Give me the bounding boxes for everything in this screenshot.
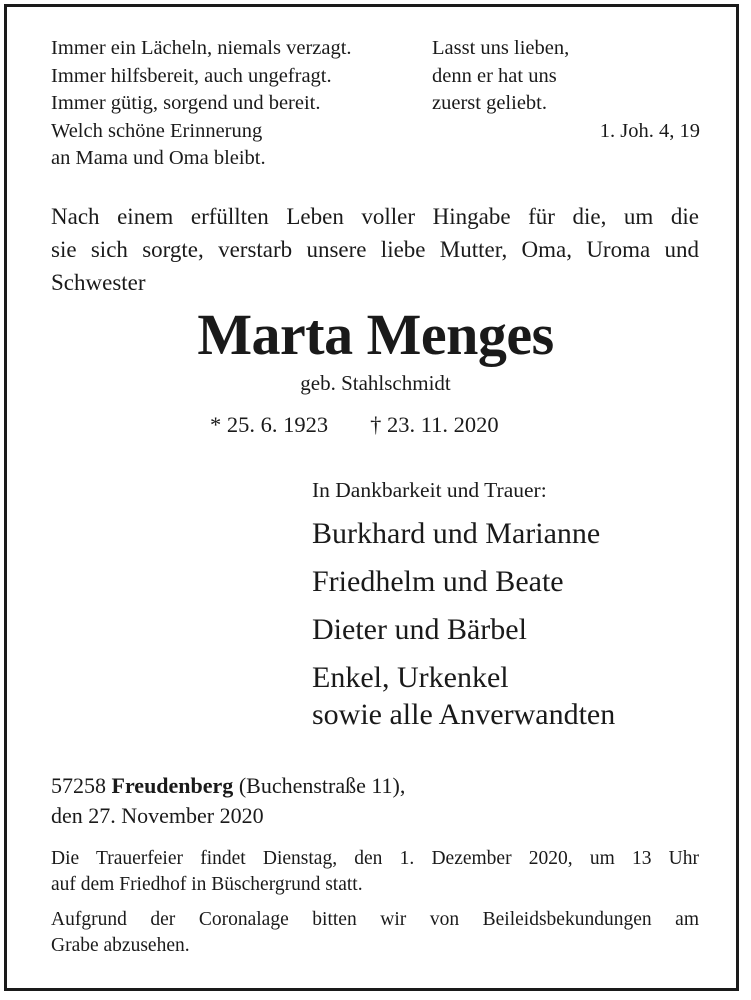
poem-line: Immer ein Lächeln, niemals verzagt.: [51, 37, 352, 59]
intro-line: Schwester: [51, 270, 146, 295]
poem-left: [51, 35, 352, 173]
intro-line: Nach einem erfüllten Leben voller Hingabe für die, um die: [51, 204, 699, 229]
mourners-list: [312, 514, 615, 743]
street: (Buchenstraße 11),: [238, 773, 406, 798]
poem-line: an Mama und Oma bleibt.: [51, 147, 266, 169]
mourner-name: sowie alle Anverwandten: [312, 698, 616, 731]
poem-line: Welch schöne Erinnerung: [51, 119, 263, 142]
poem-line: Immer hilfsbereit, auch ungefragt.: [51, 64, 332, 87]
corona-note-line: Aufgrund der Coronalage bitten wir von Beileidsbekundungen am: [51, 909, 699, 930]
mourner-name: Friedhelm und Beate: [312, 565, 564, 598]
mourners-heading: In Dankbarkeit und Trauer:: [312, 478, 547, 502]
death-date: † 23. 11. 2020: [370, 412, 499, 437]
verse-line: Lasst uns lieben,: [432, 37, 570, 59]
birth-date: * 25. 6. 1923: [210, 412, 329, 437]
mourner-name: Enkel, Urkenkel: [312, 661, 509, 694]
address-date: den 27. November 2020: [51, 803, 264, 828]
verse-reference: 1. Joh. 4, 19: [599, 120, 700, 142]
intro-line: sie sich sorgte, verstarb unsere liebe Mutter, Oma, Uroma und: [51, 237, 699, 262]
corona-note-line: Grabe abzusehen.: [51, 934, 190, 956]
notes-block: [51, 846, 699, 958]
funeral-note-line: auf dem Friedhof in Büschergrund statt.: [51, 873, 363, 895]
birth-name: geb. Stahlschmidt: [300, 371, 451, 395]
postcode: 57258: [51, 773, 106, 798]
deceased-name: Marta Menges: [197, 302, 554, 367]
bible-verse: [432, 35, 569, 118]
poem-line: Immer gütig, sorgend und bereit.: [51, 92, 321, 114]
funeral-note-line: Die Trauerfeier findet Dienstag, den 1. Dezember 2020, um 13 Uhr: [51, 848, 699, 869]
verse-line: zuerst geliebt.: [432, 92, 547, 114]
mourner-name: Dieter und Bärbel: [312, 613, 527, 646]
address-line: [51, 771, 405, 801]
paragraph-gap: [51, 897, 699, 907]
verse-line: denn er hat uns: [432, 64, 557, 87]
city: Freudenberg: [111, 773, 234, 798]
intro-text: [51, 200, 699, 299]
mourner-name: Burkhard und Marianne: [312, 517, 601, 550]
life-dates: [210, 409, 499, 441]
address-block: [51, 771, 405, 831]
